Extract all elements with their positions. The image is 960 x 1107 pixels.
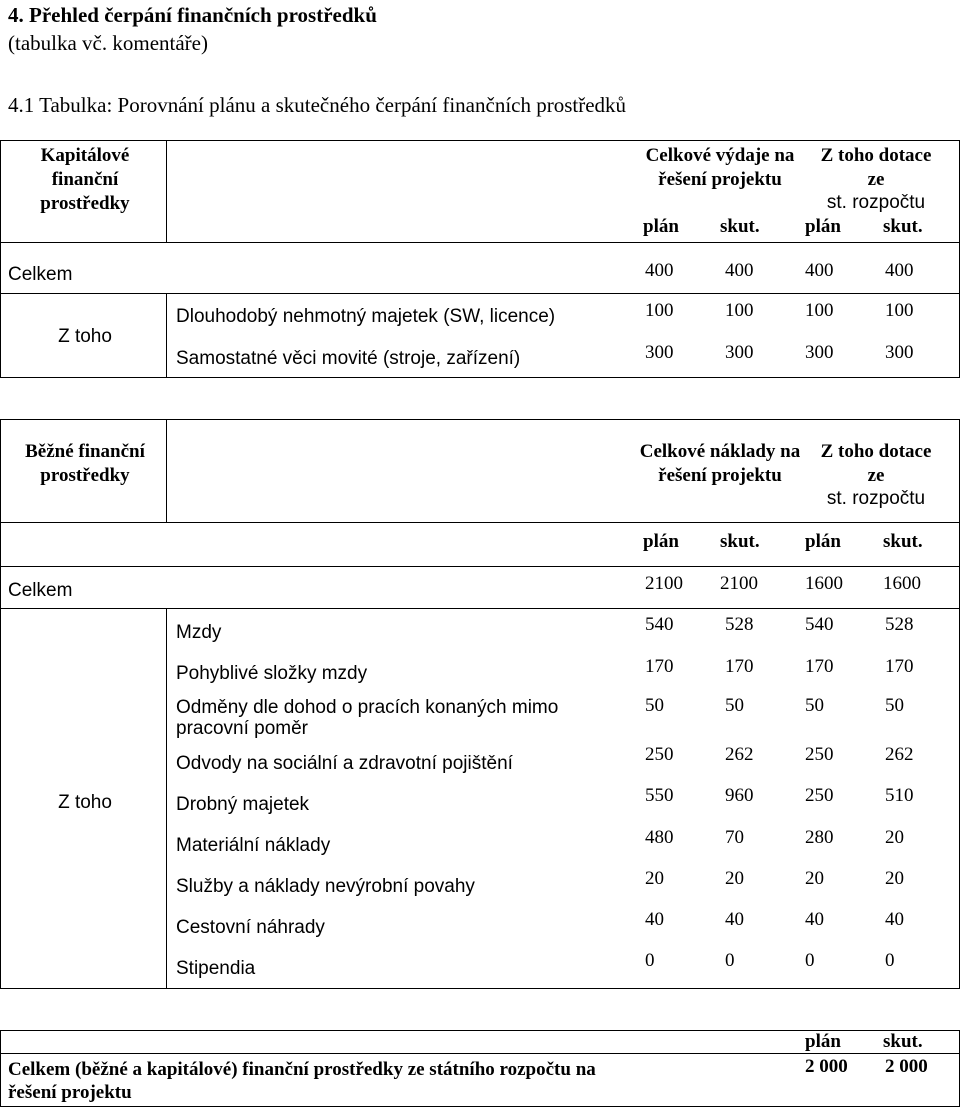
- current-row-value: 480: [645, 827, 674, 848]
- current-row-value: 510: [885, 785, 914, 806]
- current-row-value: 540: [805, 614, 834, 635]
- summary-label: Celkem (běžné a kapitálové) finanční prostředky ze státního rozpočtu na řešení projektu: [8, 1059, 596, 1103]
- current-row-value: 250: [805, 785, 834, 806]
- current-row-label: Mzdy: [176, 622, 222, 643]
- capital-subheader-plan: plán: [643, 216, 679, 237]
- capital-row-value: 100: [805, 300, 834, 321]
- capital-total-value: 400: [885, 260, 914, 281]
- current-row-value: 50: [885, 695, 904, 716]
- current-row-value: 528: [885, 614, 914, 635]
- capital-col1-header: Celkové výdaje na řešení projektu: [645, 145, 795, 190]
- current-row-value: 40: [645, 909, 664, 930]
- current-row-value: 540: [645, 614, 674, 635]
- capital-row-value: 300: [805, 342, 834, 363]
- current-row-value: 0: [885, 950, 895, 971]
- current-row-value: 170: [885, 656, 914, 677]
- capital-subheader-skut: skut.: [883, 216, 923, 237]
- current-row-value: 50: [645, 695, 664, 716]
- summary-subheader-skut: skut.: [883, 1031, 923, 1052]
- capital-row-value: 300: [885, 342, 914, 363]
- capital-total-value: 400: [645, 260, 674, 281]
- current-row-value: 70: [725, 827, 744, 848]
- capital-row-label: Dlouhodobý nehmotný majetek (SW, licence): [176, 306, 556, 327]
- capital-row-value: 300: [645, 342, 674, 363]
- current-row-value: 170: [725, 656, 754, 677]
- capital-row-value: 100: [645, 300, 674, 321]
- current-row-value: 262: [885, 744, 914, 765]
- current-row-value: 960: [725, 785, 754, 806]
- current-subheader-skut: skut.: [883, 531, 923, 552]
- summary-value-plan: 2 000: [805, 1056, 848, 1077]
- capital-group-label: Z toho: [58, 326, 112, 347]
- current-subheader-plan: plán: [643, 531, 679, 552]
- current-row-value: 0: [805, 950, 815, 971]
- current-row-label: Stipendia: [176, 958, 256, 979]
- current-row-value: 528: [725, 614, 754, 635]
- current-header-label: Běžné finanční prostředky: [25, 441, 145, 486]
- current-row-label: Pohyblivé složky mzdy: [176, 663, 368, 684]
- current-row-value: 50: [725, 695, 744, 716]
- current-row-value: 20: [885, 827, 904, 848]
- current-row-value: 550: [645, 785, 674, 806]
- current-row-label: Odměny dle dohod o pracích konaných mimo pracovní poměr: [176, 697, 559, 739]
- current-total-label: Celkem: [8, 580, 73, 601]
- current-row-label: Materiální náklady: [176, 835, 331, 856]
- current-row-value: 250: [805, 744, 834, 765]
- section-title: 4.1 Tabulka: Porovnání plánu a skutečného čerpání finančních prostředků: [8, 93, 627, 117]
- current-row-value: 50: [805, 695, 824, 716]
- current-row-value: 262: [725, 744, 754, 765]
- capital-subheader-skut: skut.: [720, 216, 760, 237]
- capital-subheader-plan: plán: [805, 216, 841, 237]
- capital-row-value: 100: [725, 300, 754, 321]
- current-row-value: 40: [725, 909, 744, 930]
- current-row-value: 40: [885, 909, 904, 930]
- current-col1-header: Celkové náklady na řešení projektu: [639, 441, 801, 486]
- capital-total-value: 400: [725, 260, 754, 281]
- summary-value-skut: 2 000: [885, 1056, 928, 1077]
- current-row-value: 250: [645, 744, 674, 765]
- current-row-value: 170: [645, 656, 674, 677]
- current-row-value: 20: [805, 868, 824, 889]
- capital-row-label: Samostatné věci movité (stroje, zařízení): [176, 348, 521, 369]
- current-subheader-skut: skut.: [720, 531, 760, 552]
- current-subheader-plan: plán: [805, 531, 841, 552]
- capital-col2-header: Z toho dotace ze: [820, 145, 932, 190]
- current-row-value: 20: [645, 868, 664, 889]
- capital-total-value: 400: [805, 260, 834, 281]
- current-row-value: 20: [725, 868, 744, 889]
- current-total-value: 1600: [883, 573, 921, 594]
- capital-row-value: 300: [725, 342, 754, 363]
- current-row-value: 40: [805, 909, 824, 930]
- current-col2-header-sub: st. rozpočtu: [826, 488, 926, 509]
- current-row-value: 0: [725, 950, 735, 971]
- capital-col2-header-sub: st. rozpočtu: [826, 192, 926, 213]
- current-total-value: 2100: [720, 573, 758, 594]
- page-subtitle: (tabulka vč. komentáře): [8, 31, 208, 55]
- capital-total-label: Celkem: [8, 264, 73, 285]
- summary-subheader-plan: plán: [805, 1031, 841, 1052]
- current-total-value: 2100: [645, 573, 683, 594]
- current-row-label: Odvody na sociální a zdravotní pojištění: [176, 753, 513, 774]
- current-row-label: Drobný majetek: [176, 794, 310, 815]
- current-row-label: Cestovní náhrady: [176, 917, 325, 938]
- current-row-label: Služby a náklady nevýrobní povahy: [176, 876, 475, 897]
- current-row-value: 20: [885, 868, 904, 889]
- current-total-value: 1600: [805, 573, 843, 594]
- capital-header-label: Kapitálové finanční prostředky: [40, 145, 130, 214]
- capital-row-value: 100: [885, 300, 914, 321]
- current-col2-header: Z toho dotace ze: [820, 441, 932, 486]
- current-row-value: 280: [805, 827, 834, 848]
- current-row-value: 170: [805, 656, 834, 677]
- current-row-value: 0: [645, 950, 655, 971]
- page-title: 4. Přehled čerpání finančních prostředků: [8, 3, 377, 27]
- current-group-label: Z toho: [58, 792, 112, 813]
